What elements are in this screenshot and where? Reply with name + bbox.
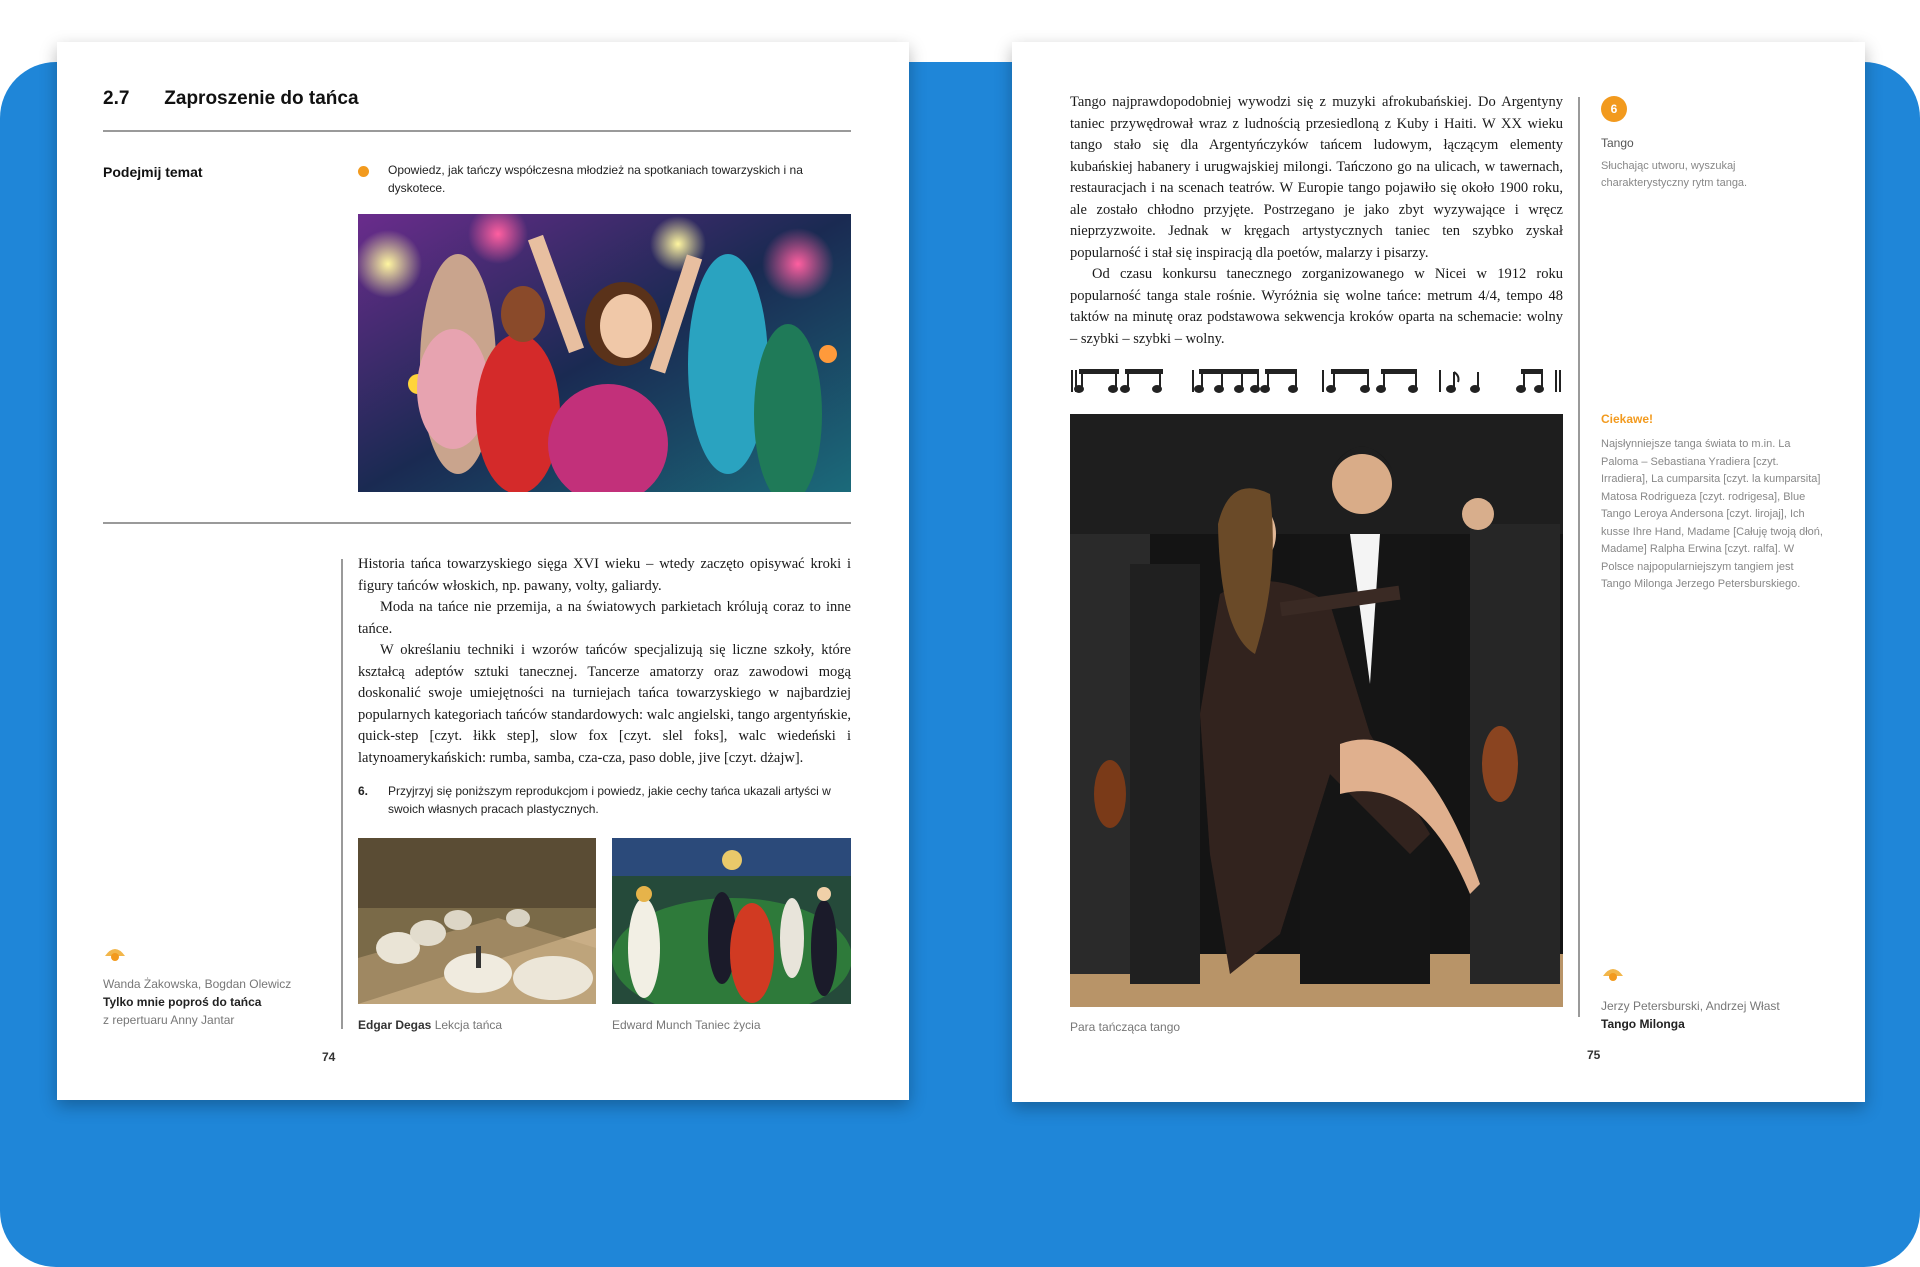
page-number: 74 — [322, 1050, 336, 1064]
munch-painting — [612, 838, 851, 1004]
ciekawe-text: Najsłynniejsze tanga świata to m.in. La Paloma – Sebastiana Yradiera [czyt. Irradiera], La cumparsita [czyt. la kumparsita] Matosa Rodrigueza [czyt. rodrigesa], Blue Tango Leroya Andersona [czyt. lirojaj], Ich kusse Ihre Hand, Madame [Całuję twoją dłoń, Madame] Ralpha Erwina [czyt. ralfa]. W Polsce najpopularniejszym tangiem jest Tango Milonga Jerzego Petersburskiego. — [1601, 438, 1823, 590]
sidebar-title: Tango — [1601, 136, 1634, 150]
tango-photo-caption: Para tańcząca tango — [1070, 1020, 1181, 1034]
music-note-icon — [103, 942, 127, 962]
rhythm-notation — [1070, 364, 1563, 396]
credit-title: Tylko mnie poproś do tańca — [103, 995, 262, 1009]
right-page — [1012, 42, 1865, 1102]
body-paragraph: Tango najprawdopodobniej wywodzi się z muzyki afrokubańskiej. Do Argentyny taniec przywędrował wraz z ludnością przesiedloną z Kuby i Haiti. W XX wieku tango stało się dla Argentyńczyków tańcem ludowym, łączącym elementy kubańskiej habanery i urugwajskiej milongi. Tańczono go na ulicach, w tawernach, restauracjach i na scenach teatrów. W Europie tango pojawiło się około 1900 roku, ale zostało chłodno przyjęte. Postrzegano je jako zbyt wyzywające i wręcz nieprzyzwoite. Jednak w kręgach artystycznych taniec ten szybko zyskał popularność i stał się inspiracją dla poetów, malarzy i pisarzy. — [1070, 94, 1563, 261]
section-title: Zaproszenie do tańca — [164, 88, 359, 109]
ciekawe-label: Ciekawe! — [1601, 412, 1654, 426]
right-body-text — [1070, 92, 1563, 350]
degas-caption — [358, 1018, 502, 1032]
munch-caption: Edward Munch Taniec życia — [612, 1018, 761, 1032]
tango-photo — [1070, 414, 1563, 1007]
credit-authors: Wanda Żakowska, Bogdan Olewicz — [103, 977, 292, 991]
section-rule — [103, 522, 851, 524]
degas-painting-image — [358, 838, 596, 1004]
body-paragraph: Od czasu konkursu tanecznego zorganizowanego w Nicei w 1912 roku popularność tanga stale rośnie. Wyróżnia się wolne tańce: metrum 4/4, tempo 48 taktów na minutę oraz podstawowa sekwencja kroków oparta na schemacie: wolny – szybki – szybki – wolny. — [1070, 266, 1563, 347]
munch-painting-image — [612, 838, 851, 1004]
vertical-rule — [1578, 97, 1580, 1017]
exercise-number: 6. — [358, 784, 369, 798]
credit-repertoire: z repertuaru Anny Jantar — [103, 1013, 235, 1027]
vertical-rule — [341, 559, 343, 1029]
lead-label: Podejmij temat — [103, 164, 203, 180]
heading-rule — [103, 130, 851, 132]
track-badge: 6 — [1601, 96, 1627, 122]
page-number: 75 — [1587, 1048, 1601, 1062]
party-photo — [358, 214, 851, 492]
section-heading — [103, 88, 359, 110]
left-body-text — [358, 554, 851, 769]
section-number: 2.7 — [103, 88, 130, 109]
tango-photo-image — [1070, 414, 1563, 1007]
party-photo-image — [358, 214, 851, 492]
credit-authors: Jerzy Petersburski, Andrzej Włast — [1601, 999, 1780, 1013]
degas-painting — [358, 838, 596, 1004]
body-paragraph: Historia tańca towarzyskiego sięga XVI wieku – wtedy zaczęto opisywać kroki i figury tańców włoskich, np. pawany, volty, galiardy. — [358, 556, 851, 594]
bullet-dot — [358, 166, 369, 177]
body-paragraph: Moda na tańce nie przemija, a na światowych parkietach królują coraz to inne tańce. — [358, 599, 851, 637]
credit-title: Tango Milonga — [1601, 1017, 1685, 1031]
left-page — [57, 42, 909, 1100]
degas-author: Edgar Degas — [358, 1018, 432, 1032]
sidebar-text: Słuchając utworu, wyszukaj charakterystyczny rytm tanga. — [1601, 160, 1748, 189]
body-paragraph: W określaniu techniki i wzorów tańców specjalizują się liczne szkoły, które kształcą adeptów sztuki tanecznej. Tancerze amatorzy oraz zawodowi mogą doskonalić swoje umiejętności na turniejach tańca towarzyskiego w najbardziej popularnych kategoriach tańców standardowych: walc angielski, tango argentyńskie, quick-step [czyt. łikk step], slow fox [czyt. slel foks], walc wiedeński i latynoamerykańskich: rumba, samba, cza-cza, paso doble, jive [czyt. dżajw]. — [358, 642, 851, 766]
degas-title: Lekcja tańca — [434, 1018, 503, 1032]
exercise-text: Przyjrzyj się poniższym reprodukcjom i powiedz, jakie cechy tańca ukazali artyści w swoich własnych pracach plastycznych. — [388, 784, 831, 816]
lead-text: Opowiedz, jak tańczy współczesna młodzież na spotkaniach towarzyskich i na dyskotece. — [388, 163, 803, 195]
music-note-icon — [1601, 962, 1625, 982]
